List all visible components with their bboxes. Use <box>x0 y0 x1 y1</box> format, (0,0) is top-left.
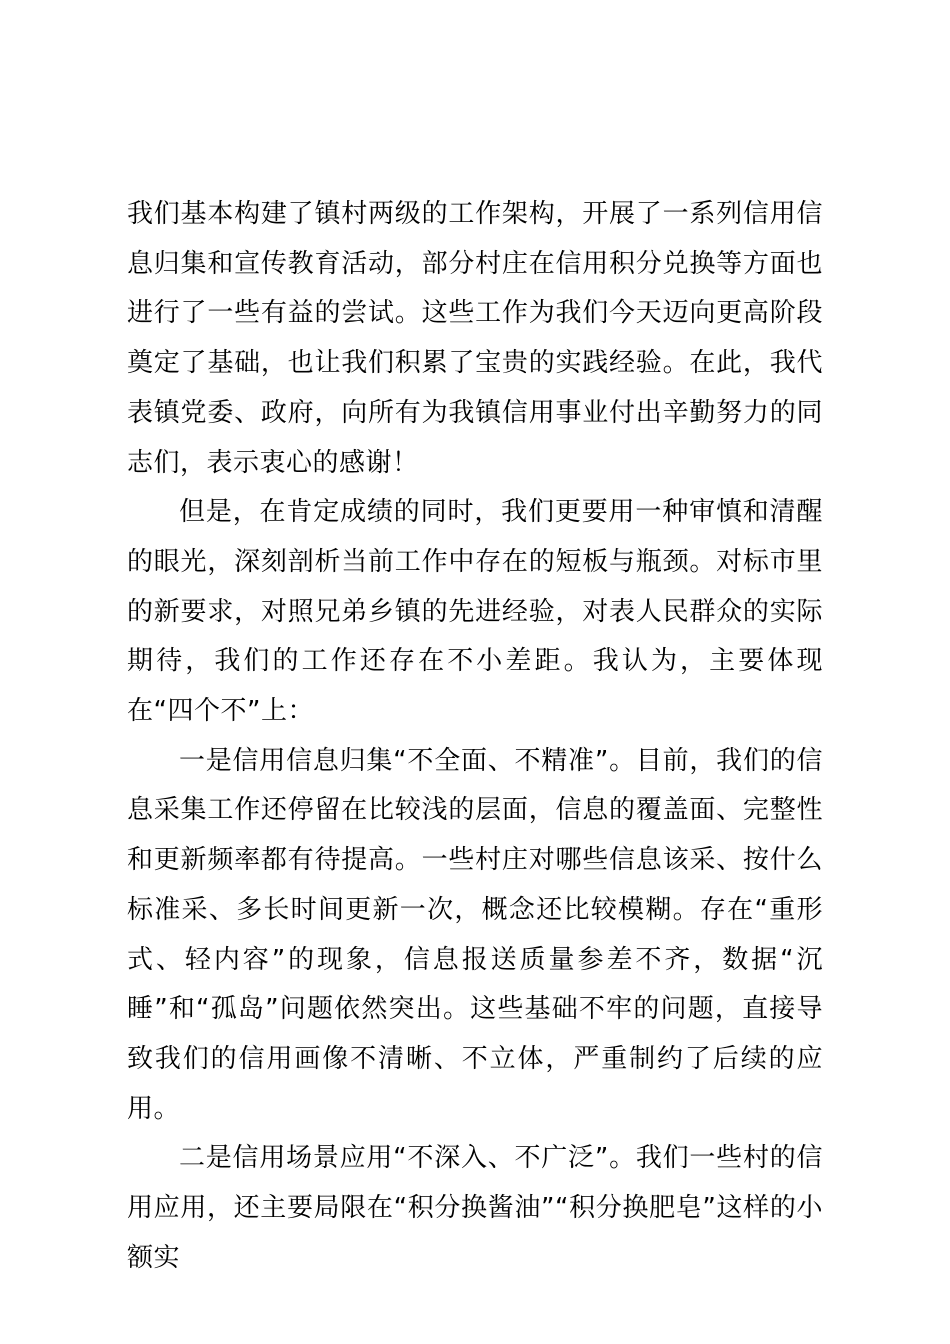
paragraph-point-two: 二是信用场景应用“不深入、不广泛”。我们一些村的信用应用，还主要局限在“积分换酱油”“积分换肥皂”这样的小额实 <box>127 1143 823 1273</box>
paragraph-point-one: 一是信用信息归集“不全面、不精准”。目前，我们的信息采集工作还停留在比较浅的层面，信息的覆盖面、完整性和更新频率都有待提高。一些村庄对哪些信息该采、按什么标准采、多长时间更新一次，概念还比较模糊。存在“重形式、轻内容”的现象，信息报送质量参差不齐，数据“沉睡”和“孤岛”问题依然突出。这些基础不牢的问题，直接导致我们的信用画像不清晰、不立体，严重制约了后续的应用。 <box>127 745 823 1124</box>
paragraph-shortcomings-intro: 但是，在肯定成绩的同时，我们更要用一种审慎和清醒的眼光，深刻剖析当前工作中存在的短板与瓶颈。对标市里的新要求，对照兄弟乡镇的先进经验，对表人民群众的实际期待，我们的工作还存在不小差距。我认为，主要体现在“四个不”上： <box>127 497 823 727</box>
paragraph-achievements: 我们基本构建了镇村两级的工作架构，开展了一系列信用信息归集和宣传教育活动，部分村庄在信用积分兑换等方面也进行了一些有益的尝试。这些工作为我们今天迈向更高阶段奠定了基础，也让我们积累了宝贵的实践经验。在此，我代表镇党委、政府，向所有为我镇信用事业付出辛勤努力的同志们，表示衷心的感谢！ <box>127 199 823 478</box>
document-body <box>127 190 823 1283</box>
